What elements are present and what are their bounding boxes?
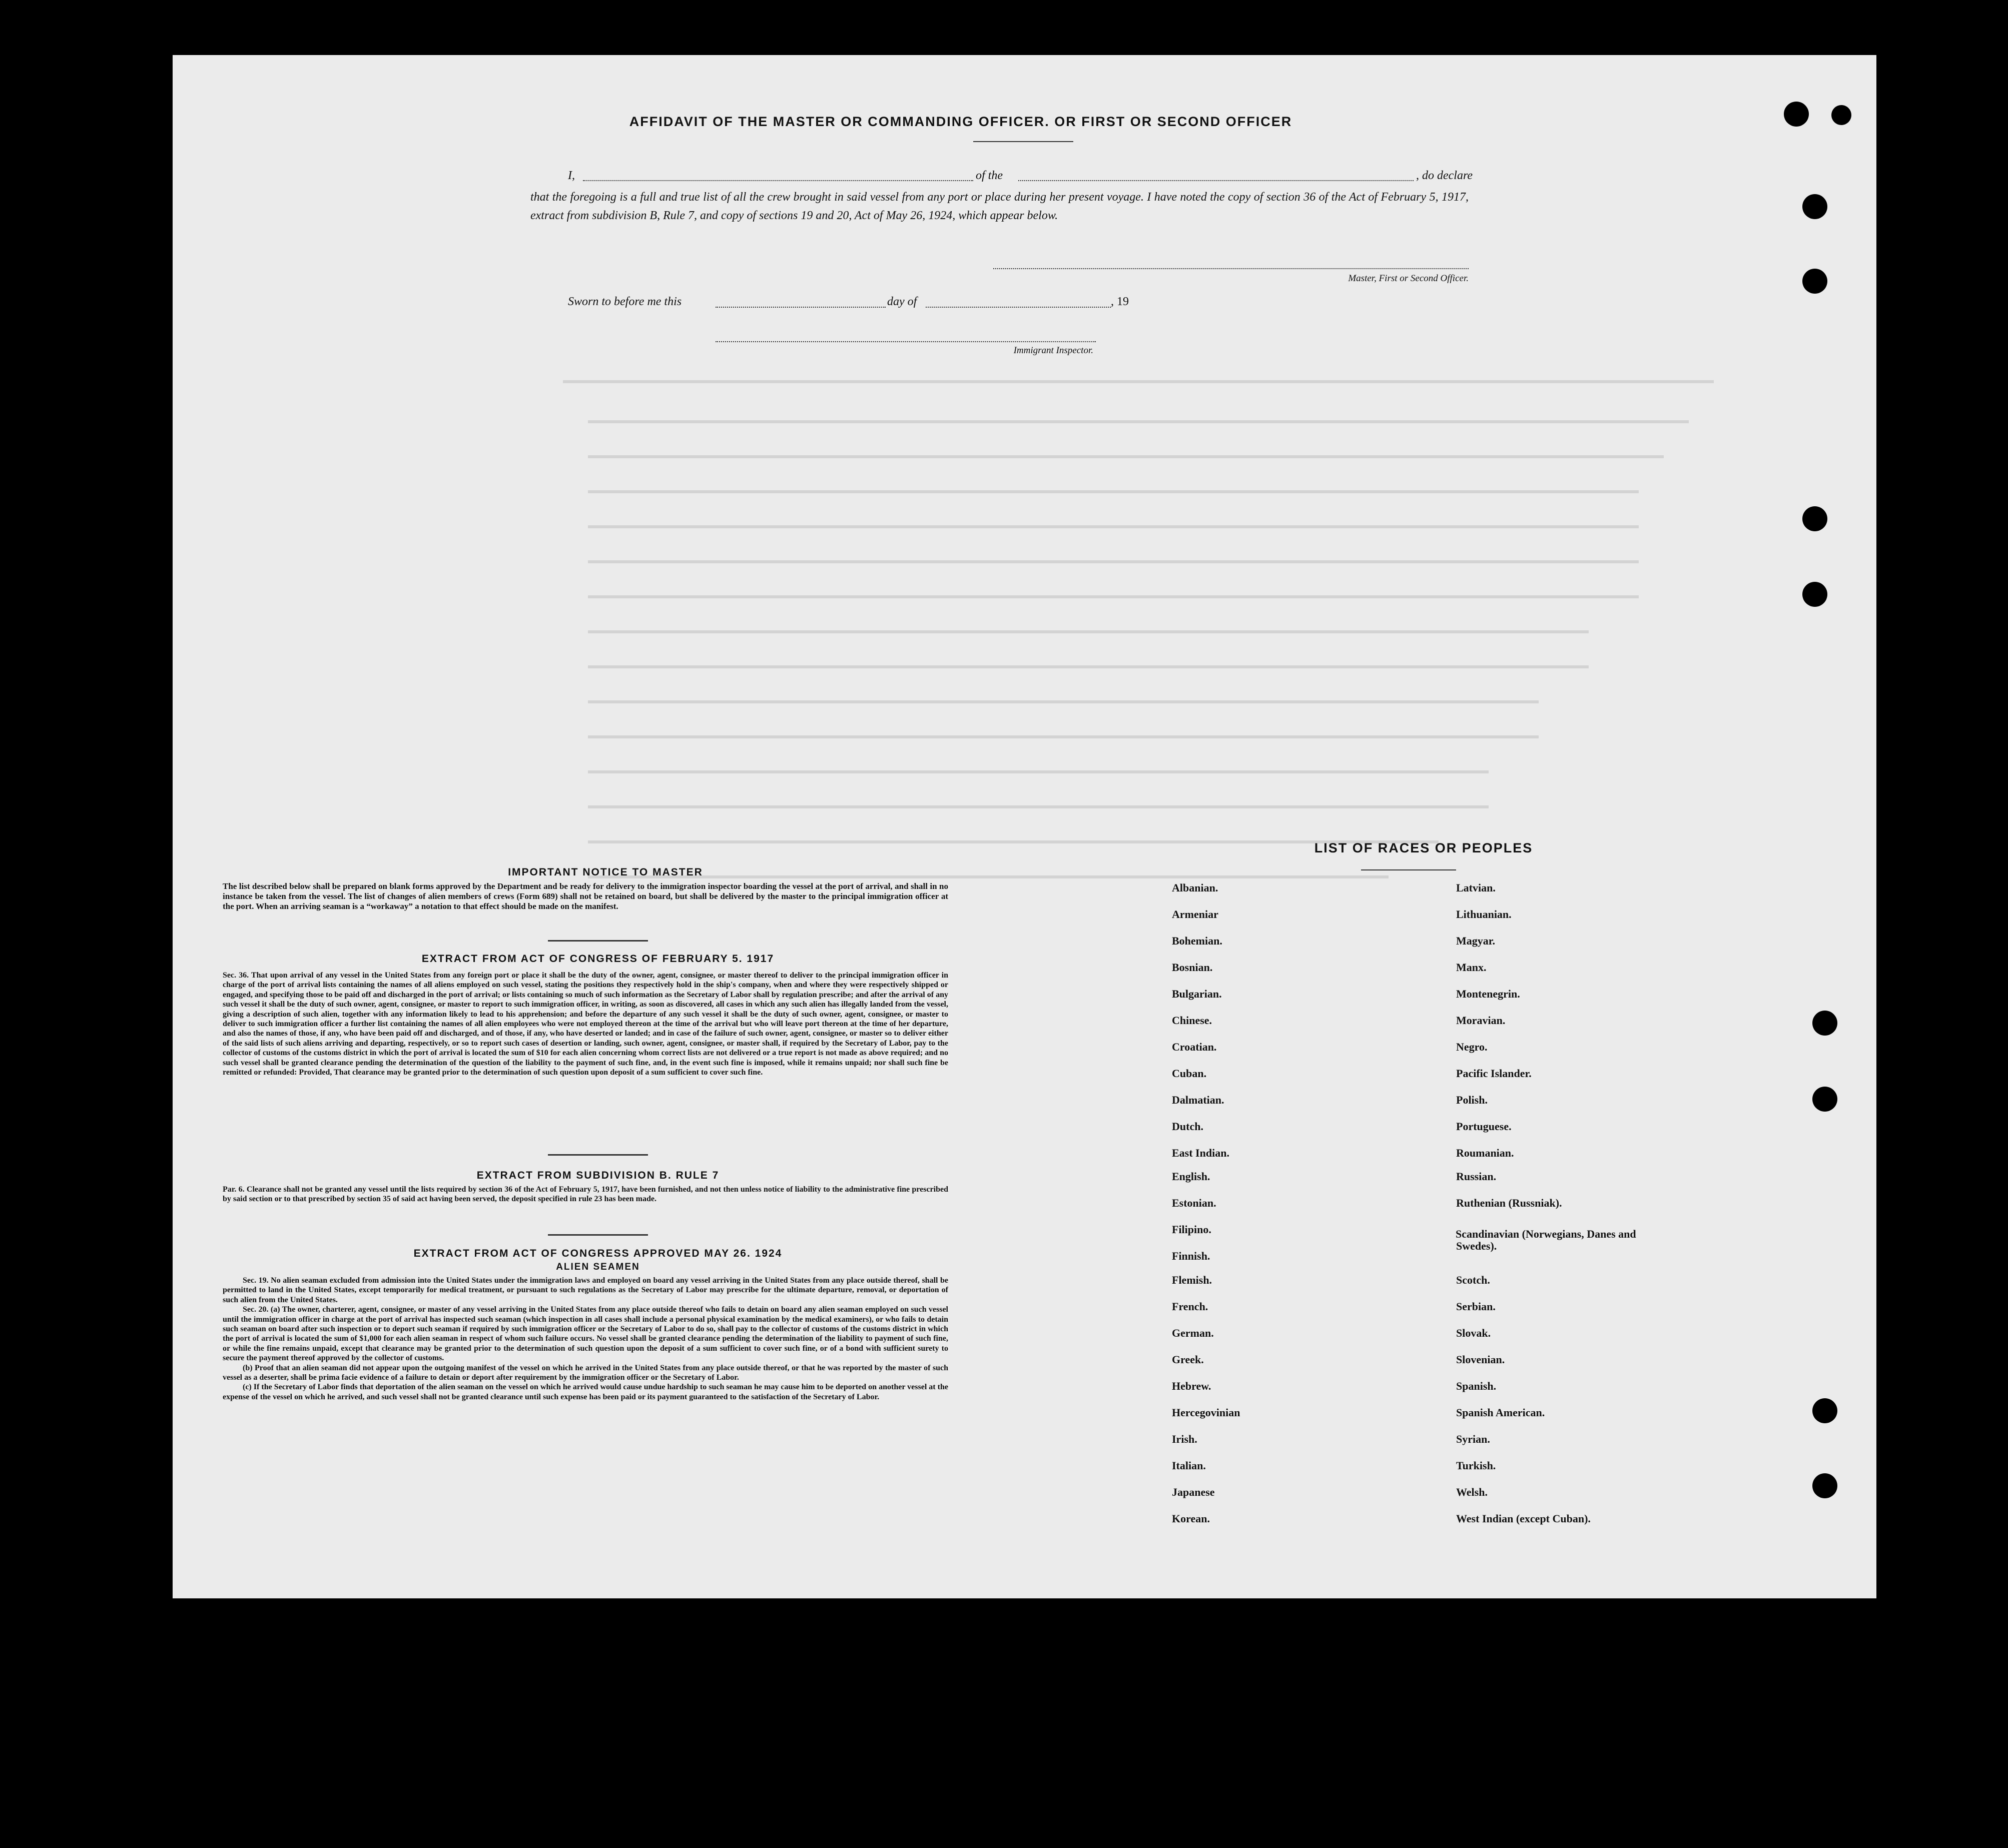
binder-hole xyxy=(1812,1087,1837,1112)
binder-hole xyxy=(1802,194,1827,219)
race-left-item: Italian. xyxy=(1172,1459,1206,1472)
race-right-item: Lithuanian. xyxy=(1456,908,1512,920)
race-left-item: Croatian. xyxy=(1172,1041,1217,1053)
race-left-item: Hebrew. xyxy=(1172,1380,1211,1392)
race-right-item: Manx. xyxy=(1456,961,1487,974)
binder-hole xyxy=(1812,1011,1837,1036)
affidavit-body: that the foregoing is a full and true list of all the crew brought in said vessel from any port or place during her present voyage. I have noted the copy of section 36 of the Act of February 5, 1917, extract from subdivision B, Rule 7, and copy of sections 19 and 20, Act of May 26, 1924, which appear below. xyxy=(530,191,1469,222)
race-left-item: French. xyxy=(1172,1300,1208,1313)
bleed-through-mark xyxy=(588,490,1639,493)
title-underline xyxy=(973,141,1073,142)
sec-20b-text: (b) Proof that an alien seaman did not appear upon the outgoing manifest of the vessel on which he arrived in the United States from any place outside thereof, or that he was reported by the master of such vessel as a deserter, shall be prima facie evidence of a failure to detain or deport after requirement by the immigration officer or the Secretary of Labor. xyxy=(223,1363,948,1382)
race-left-item: East Indian. xyxy=(1172,1147,1229,1159)
bleed-through-mark xyxy=(588,420,1689,423)
bleed-through-mark xyxy=(588,595,1639,598)
year-text: , 19 xyxy=(1111,295,1129,308)
race-left-item: Albanian. xyxy=(1172,881,1218,894)
extract-1924-title: EXTRACT FROM ACT OF CONGRESS APPROVED MAY 26. 1924 xyxy=(413,1248,783,1259)
sworn-day-blank xyxy=(716,307,886,308)
race-left-item: English. xyxy=(1172,1170,1210,1183)
sec-20c-text: (c) If the Secretary of Labor finds that deportation of the alien seaman on the vessel on which he arrived would cause undue hardship to such seaman he may cause him to be deported on another vessel at the expense of the vessel on which he arrived, and such vessel shall not be granted clearance until such expense has been paid or its payment guaranteed to the satisfaction of the Secretary of Labor. xyxy=(223,1383,948,1401)
signature-label: Master, First or Second Officer. xyxy=(1348,273,1469,284)
binder-hole xyxy=(1802,582,1827,607)
rule-7-text: Par. 6. Clearance shall not be granted any vessel until the lists required by section 36 of the Act of February 5, 1917, have been furnished, and not then unless notice of liability to the administrative fine prescribed by said section or to that prescribed by section 35 of said act having been served, the deposit specified in rule 23 has been made. xyxy=(223,1185,948,1204)
race-right-item: Scotch. xyxy=(1456,1274,1490,1286)
race-left-item: Dutch. xyxy=(1172,1120,1203,1133)
race-right-item: Scandinavian (Norwegians, Danes and Swedes). xyxy=(1456,1228,1636,1252)
bleed-through-mark xyxy=(588,455,1664,458)
binder-hole xyxy=(1812,1473,1837,1498)
day-of-text: day of xyxy=(887,295,917,308)
bleed-through-mark xyxy=(588,700,1539,703)
bleed-through-mark xyxy=(588,770,1489,773)
extract-1917-text: Sec. 36. That upon arrival of any vessel in the United States from any foreign port or place it shall be the duty of the owner, agent, consignee, or master thereof to deliver to the principal immigration officer in charge of the port of arrival lists containing the names of all aliens employed on such vessel, stating the positions they respectively hold in the ship's company, when and where they were respectively shipped or engaged, and specifying those to be paid off and discharged in the port of arrival; or lists containing so much of such information as the Secretary of Labor shall by regulation prescribe; and after the arrival of any such vessel it shall be the duty of such owner, agent, consignee, or master to report to such immigration officer, in writing, as soon as discovered, all cases in which any such alien has illegally landed from the vessel, giving a description of such alien, together with any information likely to lead to his apprehension; and before the departure of any such vessel it shall be the duty of such owner, agent, consignee, or master to deliver to such immigration officer a further list containing the names of all alien employees who were not employed thereon at the time of the arrival but who will leave port thereon at the time of her departure, and also the names of those, if any, who have been paid off and discharged, and of those, if any, who have deserted or landed; and in case of the failure of such owner, agent, consignee, or master so to deliver either of the said lists of such aliens arriving and departing, respectively, or so to report such cases of desertion or landing, such owner, agent, consignee, or master shall, if required by the Secretary of Labor, pay to the collector of customs of the customs district in which the port of arrival is located the sum of $10 for each alien concerning whom correct lists are not delivered or a true report is not made as above required; and no such vessel shall be granted clearance pending the determination of the question of the liability to the payment of such fine, and, in the event such fine is imposed, while it remains unpaid; nor shall such fine be remitted or refunded: Provided, That clearance may be granted prior to the determination of such question upon deposit of a sum sufficient to cover such fine. xyxy=(223,971,948,1077)
affidavit-title: AFFIDAVIT OF THE MASTER OR COMMANDING OFFICER. OR FIRST OR SECOND OFFICER xyxy=(629,114,1292,129)
race-left-item: Bulgarian. xyxy=(1172,988,1222,1000)
race-right-item: Russian. xyxy=(1456,1170,1497,1183)
bleed-through-mark xyxy=(588,665,1589,668)
race-left-item: Dalmatian. xyxy=(1172,1094,1224,1106)
binder-hole xyxy=(1802,506,1827,531)
extract-1924-subtitle: ALIEN SEAMEN xyxy=(556,1262,640,1272)
race-right-item: Syrian. xyxy=(1456,1433,1490,1445)
race-left-item: Hercegovinian xyxy=(1172,1406,1240,1419)
vessel-blank xyxy=(1018,180,1414,181)
notice-rule xyxy=(548,940,648,942)
sec-19-text: Sec. 19. No alien seaman excluded from admission into the United States under the immigration laws and employed on board any vessel arriving in the United States from any place outside thereof, shall be permitted to land in the United States, except temporarily for medical treatment, or pursuant to such regulations as the Secretary of Labor may prescribe for the ultimate departure, removal, or deportation of such alien from the United States. xyxy=(223,1276,948,1304)
race-left-item: Chinese. xyxy=(1172,1014,1212,1027)
binder-hole xyxy=(1812,1398,1837,1423)
bleed-through-mark xyxy=(588,735,1539,738)
race-left-item: Filipino. xyxy=(1172,1223,1211,1236)
extract-1924-body xyxy=(223,1276,948,1402)
race-right-item: West Indian (except Cuban). xyxy=(1456,1512,1591,1525)
race-right-item: Spanish American. xyxy=(1456,1406,1545,1419)
race-right-item: Spanish. xyxy=(1456,1380,1497,1392)
race-right-item: Montenegrin. xyxy=(1456,988,1520,1000)
race-right-item: Portuguese. xyxy=(1456,1120,1512,1133)
signature-blank xyxy=(993,268,1469,269)
affidavit-of-the: of the xyxy=(976,169,1003,182)
race-right-item: Slovak. xyxy=(1456,1327,1491,1339)
inspector-label: Immigrant Inspector. xyxy=(1013,345,1093,356)
race-left-item: Bosnian. xyxy=(1172,961,1213,974)
document-page xyxy=(173,55,1876,1598)
name-blank xyxy=(583,180,973,181)
race-right-item: Magyar. xyxy=(1456,935,1496,947)
sworn-text: Sworn to before me this xyxy=(568,295,682,308)
race-right-item: Latvian. xyxy=(1456,881,1496,894)
race-right-item: Pacific Islander. xyxy=(1456,1067,1532,1080)
bleed-through-mark xyxy=(588,630,1589,633)
rule-7-title: EXTRACT FROM SUBDIVISION B. RULE 7 xyxy=(476,1170,720,1181)
race-left-item: Cuban. xyxy=(1172,1067,1207,1080)
binder-hole xyxy=(1784,102,1809,127)
race-left-item: Finnish. xyxy=(1172,1250,1210,1262)
bleed-through-mark xyxy=(588,560,1639,563)
inspector-blank xyxy=(716,341,1096,342)
month-blank xyxy=(926,307,1111,308)
rule-7-rule xyxy=(548,1234,648,1236)
extract-1917-title: EXTRACT FROM ACT OF CONGRESS OF FEBRUARY 5. 1917 xyxy=(421,953,775,965)
binder-hole xyxy=(1831,105,1851,125)
extract-1917-rule xyxy=(548,1154,648,1156)
notice-text: The list described below shall be prepared on blank forms approved by the Department and be ready for delivery to the immigration inspector boarding the vessel at the port of arrival, and shall in no instance be taken from the vessel. The list of changes of alien members of crews (Form 689) shall not be retained on board, but shall be delivered by the master to the principal immigration officer at the port. When an arriving seaman is a “workaway” a notation to that effect should be made on the manifest. xyxy=(223,881,948,911)
bleed-through-mark xyxy=(588,805,1489,808)
races-title-underline xyxy=(1361,869,1456,870)
race-left-item: Bohemian. xyxy=(1172,935,1222,947)
race-right-item: Moravian. xyxy=(1456,1014,1506,1027)
race-left-item: Japanese xyxy=(1172,1486,1215,1498)
race-left-item: Flemish. xyxy=(1172,1274,1212,1286)
race-left-item: Estonian. xyxy=(1172,1197,1216,1209)
race-right-item: Polish. xyxy=(1456,1094,1488,1106)
race-right-item: Slovenian. xyxy=(1456,1353,1505,1366)
race-left-item: Armeniar xyxy=(1172,908,1218,920)
race-right-item: Turkish. xyxy=(1456,1459,1496,1472)
races-title: LIST OF RACES OR PEOPLES xyxy=(1314,840,1533,855)
race-right-item: Roumanian. xyxy=(1456,1147,1514,1159)
affidavit-i: I, xyxy=(568,169,575,182)
race-left-item: Irish. xyxy=(1172,1433,1197,1445)
race-left-item: Korean. xyxy=(1172,1512,1210,1525)
sec-20a-text: Sec. 20. (a) The owner, charterer, agent, consignee, or master of any vessel arriving in the United States from any place outside thereof who fails to detain on board any alien seaman employed on such vessel until the immigration officer in charge at the port of arrival has inspected such seaman (which inspection in all cases shall include a personal physical examination by the medical examiners), or who fails to detain such seaman on board after such inspection or to deport such seaman if required by such immigration officer or the Secretary of Labor to do so, shall pay to the collector of customs of the customs district in which the port of arrival is located the sum of $1,000 for each alien seaman in respect of whom such failure occurs. No vessel shall be granted clearance pending the determination of the liability to payment of such fine, or while the fine remains unpaid, except that clearance may be granted prior to the determination of such question upon the deposit of a sum sufficient to cover such fine, or of a bond with sufficient surety to secure the payment thereof approved by the collector of customs. xyxy=(223,1305,948,1363)
notice-title: IMPORTANT NOTICE TO MASTER xyxy=(508,866,703,878)
race-right-item: Welsh. xyxy=(1456,1486,1488,1498)
race-right-item: Serbian. xyxy=(1456,1300,1496,1313)
affidavit-declare: , do declare xyxy=(1416,169,1473,182)
race-right-item: Negro. xyxy=(1456,1041,1488,1053)
race-right-item: Ruthenian (Russniak). xyxy=(1456,1197,1562,1209)
race-left-item: Greek. xyxy=(1172,1353,1204,1366)
bleed-through-mark xyxy=(588,525,1639,528)
bleed-through-mark xyxy=(563,380,1714,383)
binder-hole xyxy=(1802,269,1827,294)
race-left-item: German. xyxy=(1172,1327,1214,1339)
